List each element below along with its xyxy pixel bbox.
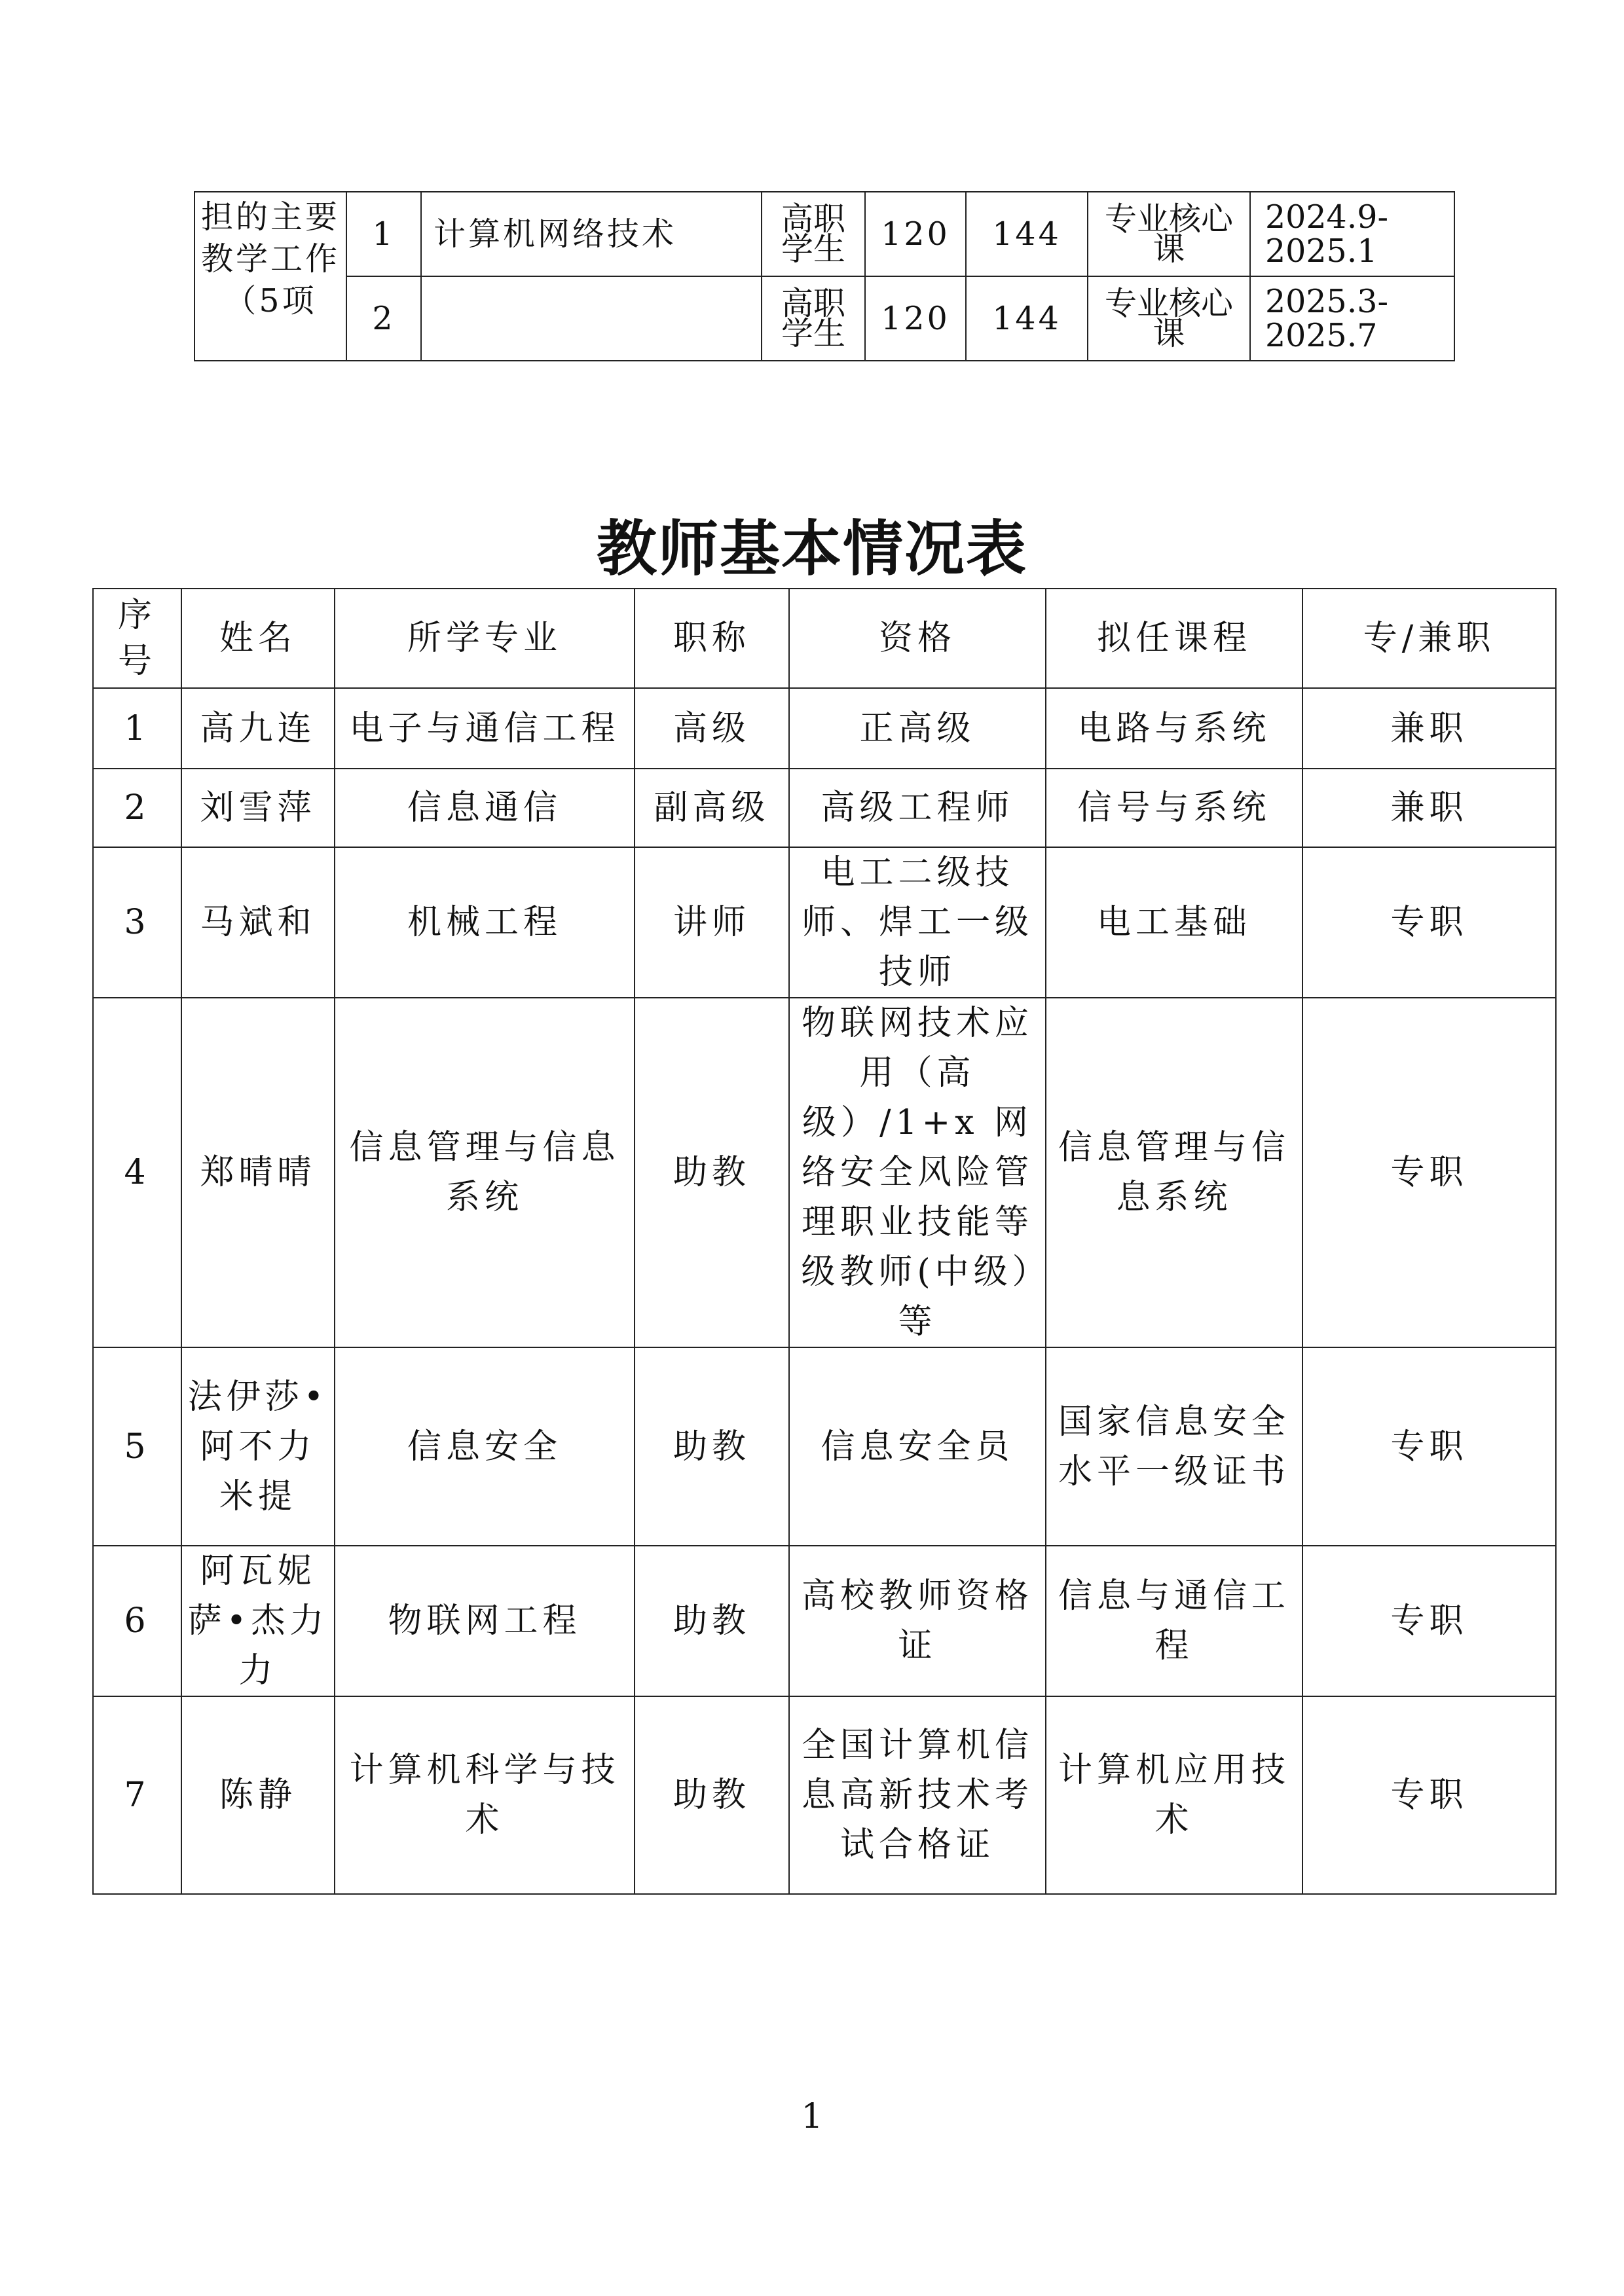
- count-a: 120: [865, 192, 966, 276]
- cell-seq: 2: [93, 769, 181, 847]
- header-name: 姓名: [181, 589, 335, 688]
- cell-qualification: 电工二级技师、焊工一级技师: [789, 847, 1046, 998]
- cell-name: 阿瓦妮萨•杰力力: [181, 1546, 335, 1696]
- cell-rank: 助教: [635, 1546, 789, 1696]
- cell-seq: 3: [93, 847, 181, 998]
- cell-rank: 助教: [635, 998, 789, 1347]
- page-title: 教师基本情况表: [596, 513, 1027, 584]
- period: 2025.3-2025.7: [1250, 276, 1454, 361]
- cell-qualification: 高校教师资格证: [789, 1546, 1046, 1696]
- header-rank: 职称: [635, 589, 789, 688]
- student-type: 高职学生: [762, 276, 865, 361]
- table-header-row: [93, 589, 1556, 688]
- cell-qualification: 高级工程师: [789, 769, 1046, 847]
- cell-seq: 1: [93, 688, 181, 769]
- cell-name: 郑晴晴: [181, 998, 335, 1347]
- course-type: 专业核心课: [1088, 276, 1250, 361]
- teacher-info-table: [92, 588, 1557, 1895]
- cell-rank: 高级: [635, 688, 789, 769]
- page-number: 1: [801, 2097, 823, 2136]
- cell-type: 兼职: [1302, 769, 1556, 847]
- cell-type: 专职: [1302, 1546, 1556, 1696]
- cell-major: 信息管理与信息系统: [335, 998, 635, 1347]
- student-type: 高职学生: [762, 192, 865, 276]
- cell-name: 刘雪萍: [181, 769, 335, 847]
- cell-rank: 助教: [635, 1696, 789, 1894]
- cell-rank: 讲师: [635, 847, 789, 998]
- header-major: 所学专业: [335, 589, 635, 688]
- cell-rank: 副高级: [635, 769, 789, 847]
- header-type: 专/兼职: [1302, 589, 1556, 688]
- cell-type: 专职: [1302, 1347, 1556, 1546]
- table-row: [93, 1696, 1556, 1894]
- cell-type: 专职: [1302, 998, 1556, 1347]
- cell-major: 机械工程: [335, 847, 635, 998]
- count-b: 144: [966, 276, 1088, 361]
- header-qualification: 资格: [789, 589, 1046, 688]
- course-name: [421, 276, 762, 361]
- cell-seq: 6: [93, 1546, 181, 1696]
- cell-rank: 助教: [635, 1347, 789, 1546]
- side-label: 担的主要教学工作（5项: [194, 192, 346, 361]
- cell-qualification: 信息安全员: [789, 1347, 1046, 1546]
- cell-course: 计算机应用技术: [1046, 1696, 1302, 1894]
- course-name: 计算机网络技术: [421, 192, 762, 276]
- cell-seq: 7: [93, 1696, 181, 1894]
- cell-qualification: 正高级: [789, 688, 1046, 769]
- cell-name: 马斌和: [181, 847, 335, 998]
- table-row: [93, 847, 1556, 998]
- header-seq: 序号: [93, 589, 181, 688]
- table-row: [194, 276, 1454, 361]
- count-b: 144: [966, 192, 1088, 276]
- cell-course: 信息管理与信息系统: [1046, 998, 1302, 1347]
- cell-name: 陈静: [181, 1696, 335, 1894]
- table-row: [93, 998, 1556, 1347]
- cell-major: 信息通信: [335, 769, 635, 847]
- table-row: [93, 769, 1556, 847]
- cell-major: 物联网工程: [335, 1546, 635, 1696]
- row-index: 1: [346, 192, 421, 276]
- cell-major: 电子与通信工程: [335, 688, 635, 769]
- cell-course: 信息与通信工程: [1046, 1546, 1302, 1696]
- cell-seq: 4: [93, 998, 181, 1347]
- table-row: [93, 688, 1556, 769]
- header-course: 拟任课程: [1046, 589, 1302, 688]
- period: 2024.9-2025.1: [1250, 192, 1454, 276]
- cell-type: 专职: [1302, 847, 1556, 998]
- cell-major: 计算机科学与技术: [335, 1696, 635, 1894]
- count-a: 120: [865, 276, 966, 361]
- teaching-work-table: [194, 191, 1455, 361]
- cell-type: 兼职: [1302, 688, 1556, 769]
- cell-course: 信号与系统: [1046, 769, 1302, 847]
- cell-qualification: 物联网技术应用（高级）/1+x 网络安全风险管理职业技能等级教师(中级）等: [789, 998, 1046, 1347]
- cell-name: 法伊莎•阿不力米提: [181, 1347, 335, 1546]
- table-row: [93, 1347, 1556, 1546]
- cell-qualification: 全国计算机信息高新技术考试合格证: [789, 1696, 1046, 1894]
- table-row: [93, 1546, 1556, 1696]
- table-row: [194, 192, 1454, 276]
- cell-major: 信息安全: [335, 1347, 635, 1546]
- cell-course: 电工基础: [1046, 847, 1302, 998]
- cell-type: 专职: [1302, 1696, 1556, 1894]
- course-type: 专业核心课: [1088, 192, 1250, 276]
- row-index: 2: [346, 276, 421, 361]
- cell-course: 国家信息安全水平一级证书: [1046, 1347, 1302, 1546]
- cell-course: 电路与系统: [1046, 688, 1302, 769]
- cell-name: 高九连: [181, 688, 335, 769]
- cell-seq: 5: [93, 1347, 181, 1546]
